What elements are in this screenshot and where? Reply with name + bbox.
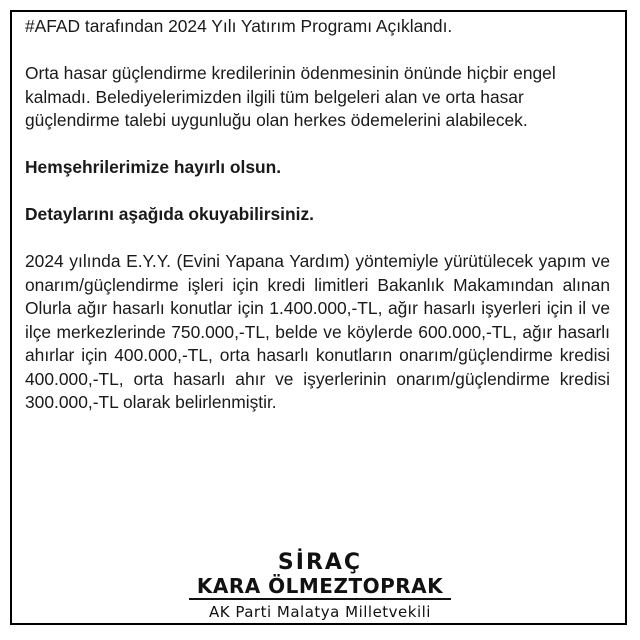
announcement-bold-line-1: Hemşehrilerimize hayırlı olsun. bbox=[25, 157, 282, 177]
signature-title: AK Parti Malatya Milletvekili bbox=[203, 603, 437, 621]
announcement-text bbox=[25, 15, 610, 438]
announcement-paragraph-1: Orta hasar güçlendirme kredilerinin ödenmesinin önünde hiçbir engel kalmadı. Belediyelerimizden ilgili tüm belgeleri alan ve orta hasar güçlendirme talebi uygunluğu olan herkes ödemelerini alabilecek. bbox=[25, 63, 556, 130]
signature-block bbox=[0, 551, 640, 600]
signature-title-wrap bbox=[0, 603, 640, 621]
announcement-heading: #AFAD tarafından 2024 Yılı Yatırım Programı Açıklandı. bbox=[25, 16, 453, 36]
signature-last-name: KARA ÖLMEZTOPRAK bbox=[189, 575, 451, 600]
announcement-bold-line-2: Detaylarını aşağıda okuyabilirsiniz. bbox=[25, 204, 314, 224]
signature-first-name: SİRAÇ bbox=[277, 550, 363, 575]
announcement-paragraph-2: 2024 yılında E.Y.Y. (Evini Yapana Yardım) yöntemiyle yürütülecek yapım ve onarım/güçlendirme işleri için kredi limitleri Bakanlık Makamından alınan Olurla ağır hasarlı konutlar için 1.400.000,-TL, ağır hasarlı işyerleri için il ve ilçe merkezlerinde 750.000,-TL, belde ve köylerde 600.000,-TL, ağır hasarlı ahırlar için 400.000,-TL, orta hasarlı konutların onarım/güçlendirme kredisi 400.000,-TL, orta hasarlı ahır ve işyerlerinin onarım/güçlendirme kredisi 300.000,-TL olarak belirlenmiştir. bbox=[25, 251, 610, 412]
